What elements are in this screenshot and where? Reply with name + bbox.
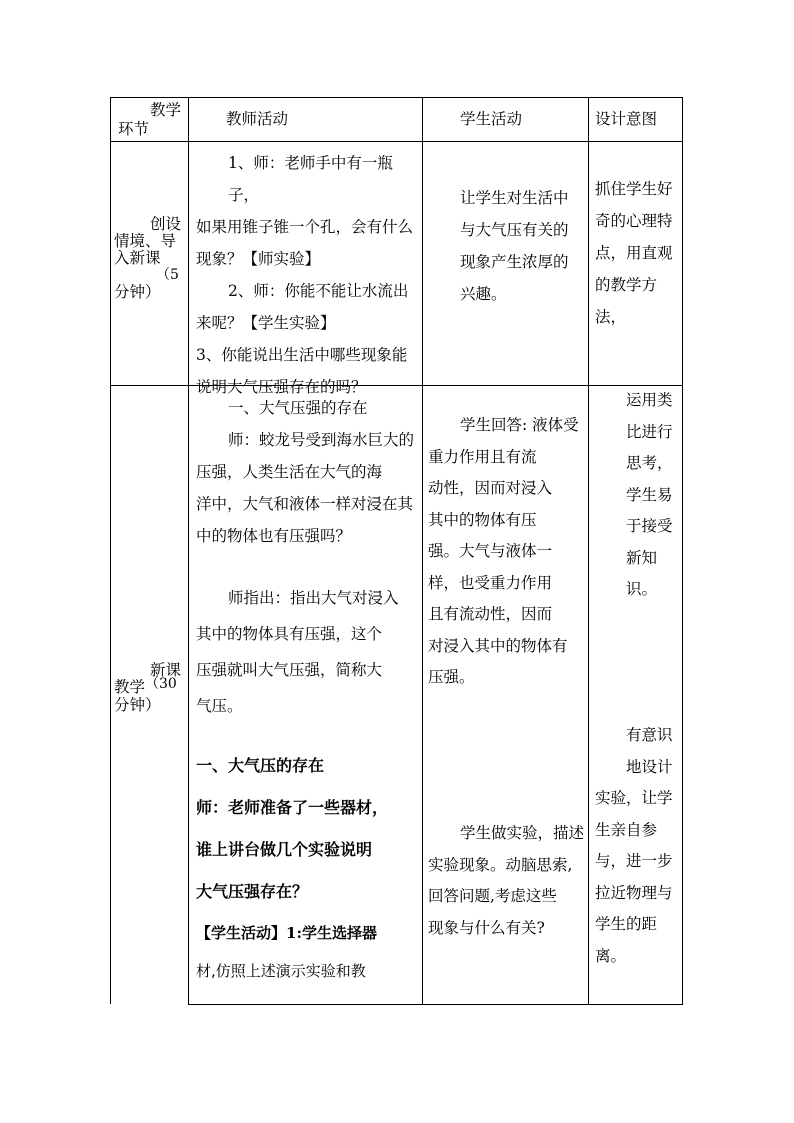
row2-student-line: 样，也受重力作用 xyxy=(428,573,553,592)
row2-intent-line: 生亲自参 xyxy=(595,820,658,839)
row1-stage-line5: 分钟） xyxy=(114,283,161,301)
row2-student-activity-b xyxy=(428,818,586,944)
row2-student-line: 动性，因而对浸入 xyxy=(428,479,553,497)
row2-intent-line: 离。 xyxy=(595,946,627,965)
row1-teacher-line: 说明大气压强存在的吗？ xyxy=(196,378,367,396)
row2-teacher-line: 谁上讲台做几个实验说明 xyxy=(196,840,373,859)
header-stage-bottom: 环节 xyxy=(118,120,150,138)
table-border-top xyxy=(110,97,683,98)
row2-stage-label: 教学 xyxy=(114,678,146,696)
row2-student-line: 重力作用且有流 xyxy=(428,447,537,466)
row2-teacher-line: 洋中，大气和液体一样对浸在其 xyxy=(196,495,414,513)
row2-teacher-line xyxy=(196,914,420,952)
row1-teacher-line: 3、你能说出生活中哪些现象能 xyxy=(196,346,408,364)
row2-intent-line: 有意识 xyxy=(626,726,673,744)
row2-intent-line: 学生易 xyxy=(626,485,673,504)
table-border-left xyxy=(110,97,111,1004)
row2-student-line: 回答问题,考虑这些 xyxy=(428,887,557,905)
header-student-activity: 学生活动 xyxy=(460,110,523,128)
row2-intent-line: 运用类 xyxy=(626,391,673,409)
row2-student-line: 学生做实验，描述 xyxy=(460,824,585,842)
row2-teacher-line: 一、大气压的存在 xyxy=(196,756,325,775)
row2-design-intent-b xyxy=(595,720,681,972)
row2-teacher-line: 一、大气压强的存在 xyxy=(228,399,368,417)
row2-teacher-activity-b xyxy=(196,580,420,724)
row1-intent-line: 抓住学生好 xyxy=(595,180,673,198)
row2-intent-line: 新知 xyxy=(626,548,658,567)
row1-teacher-line: 1、师：老师手中有一瓶子， xyxy=(228,154,393,204)
row1-stage-line4: （5 xyxy=(156,267,179,283)
col-divider-2 xyxy=(422,97,423,1005)
header-divider xyxy=(110,141,683,142)
row2-stage xyxy=(114,662,186,714)
header-stage-top: 教学 xyxy=(150,101,182,119)
row1-stage-line2: 情境、导 xyxy=(114,232,177,250)
row2-stage-line1: 新课 xyxy=(150,661,182,679)
row2-intent-line: 比进行 xyxy=(626,422,673,441)
row2-student-line: 对浸入其中的物体有 xyxy=(428,636,568,655)
row2-intent-line: 与，进一步 xyxy=(595,852,673,870)
row2-student-line: 其中的物体有压 xyxy=(428,510,537,529)
row1-teacher-line: 现象？【师实验】 xyxy=(196,250,321,268)
row2-student-line: 实验现象。动脑思索, xyxy=(428,855,573,874)
row1-stage-line3: 入新课 xyxy=(114,249,161,267)
row2-stage-line2 xyxy=(114,676,186,697)
row2-intent-line: 拉近物理与 xyxy=(595,883,673,902)
row1-student-line: 与大气压有关的 xyxy=(460,221,569,239)
row2-teacher-line: 师：蛟龙号受到海水巨大的 xyxy=(228,431,415,449)
row2-teacher-activity xyxy=(196,392,420,552)
row2-teacher-line: 师：老师准备了一些器材， xyxy=(196,798,389,817)
row1-teacher-activity xyxy=(196,147,420,403)
col-divider-1 xyxy=(188,97,189,1005)
table-bottom-partial xyxy=(188,1004,683,1005)
row1-student-line: 兴趣。 xyxy=(460,285,507,303)
row2-teacher-line: 大气压强存在？ xyxy=(196,882,309,901)
row1-intent-line: 点，用直观 xyxy=(595,244,673,262)
row1-intent-line: 法， xyxy=(595,308,627,326)
row2-teacher-line: 压强就叫大气压强，简称大 xyxy=(196,661,383,679)
row2-teacher-line: 气压。 xyxy=(196,697,243,715)
row2-teacher-line: 其中的物体具有压强，这个 xyxy=(196,625,383,643)
row2-intent-line: 思考， xyxy=(626,454,673,472)
header-design-intent: 设计意图 xyxy=(595,110,658,128)
row1-student-activity xyxy=(460,182,584,310)
row2-stage-line4: 分钟） xyxy=(114,696,161,714)
row2-teacher-activity-c xyxy=(196,745,420,913)
row2-teacher-line: 中的物体也有压强吗？ xyxy=(196,527,352,545)
row2-student-line: 强。大气与液体一 xyxy=(428,542,553,560)
row2-design-intent xyxy=(626,385,682,606)
row2-intent-line: 于接受 xyxy=(626,517,673,535)
row1-intent-line: 奇的心理特 xyxy=(595,212,673,230)
row2-teacher-line: 师指出：指出大气对浸入 xyxy=(228,589,399,607)
row1-teacher-line: 如果用锥子锥一个孔，会有什么 xyxy=(196,218,414,236)
row1-teacher-line: 来呢？【学生实验】 xyxy=(196,314,336,332)
row1-intent-line: 的教学方 xyxy=(595,276,658,294)
header-teacher-activity: 教师活动 xyxy=(226,110,289,128)
row1-stage xyxy=(114,216,186,301)
row1-student-line: 现象产生浓厚的 xyxy=(460,253,569,271)
row2-teacher-line: 材,仿照上述演示实验和教 xyxy=(196,962,366,980)
row2-teacher-line: 压强，人类生活在大气的海 xyxy=(196,463,383,481)
row2-intent-line: 地设计 xyxy=(626,757,673,776)
row2-intent-line: 识。 xyxy=(626,580,658,598)
row2-student-activity xyxy=(428,410,586,694)
row2-student-line: 且有流动性，因而 xyxy=(428,605,553,623)
row2-stage-duration: （30 xyxy=(145,676,177,692)
row2-intent-line: 学生的距 xyxy=(595,915,658,933)
row2-student-line: 学生回答: 液体受 xyxy=(460,416,579,434)
row1-teacher-line: 2、师：你能不能让水流出 xyxy=(228,282,409,300)
row1-student-line: 让学生对生活中 xyxy=(460,189,569,207)
row2-student-activity-tag: 【学生活动】1:学生选择器 xyxy=(196,924,377,942)
row1-design-intent xyxy=(595,173,681,333)
table-border-right xyxy=(682,97,683,1005)
row2-student-line: 压强。 xyxy=(428,668,475,686)
row2-intent-line: 实验，让学 xyxy=(595,789,673,807)
row2-teacher-activity-d xyxy=(196,914,420,990)
col-divider-3 xyxy=(588,97,589,1005)
row1-stage-line1: 创设 xyxy=(150,215,182,233)
row2-student-line: 现象与什么有关? xyxy=(428,918,545,937)
